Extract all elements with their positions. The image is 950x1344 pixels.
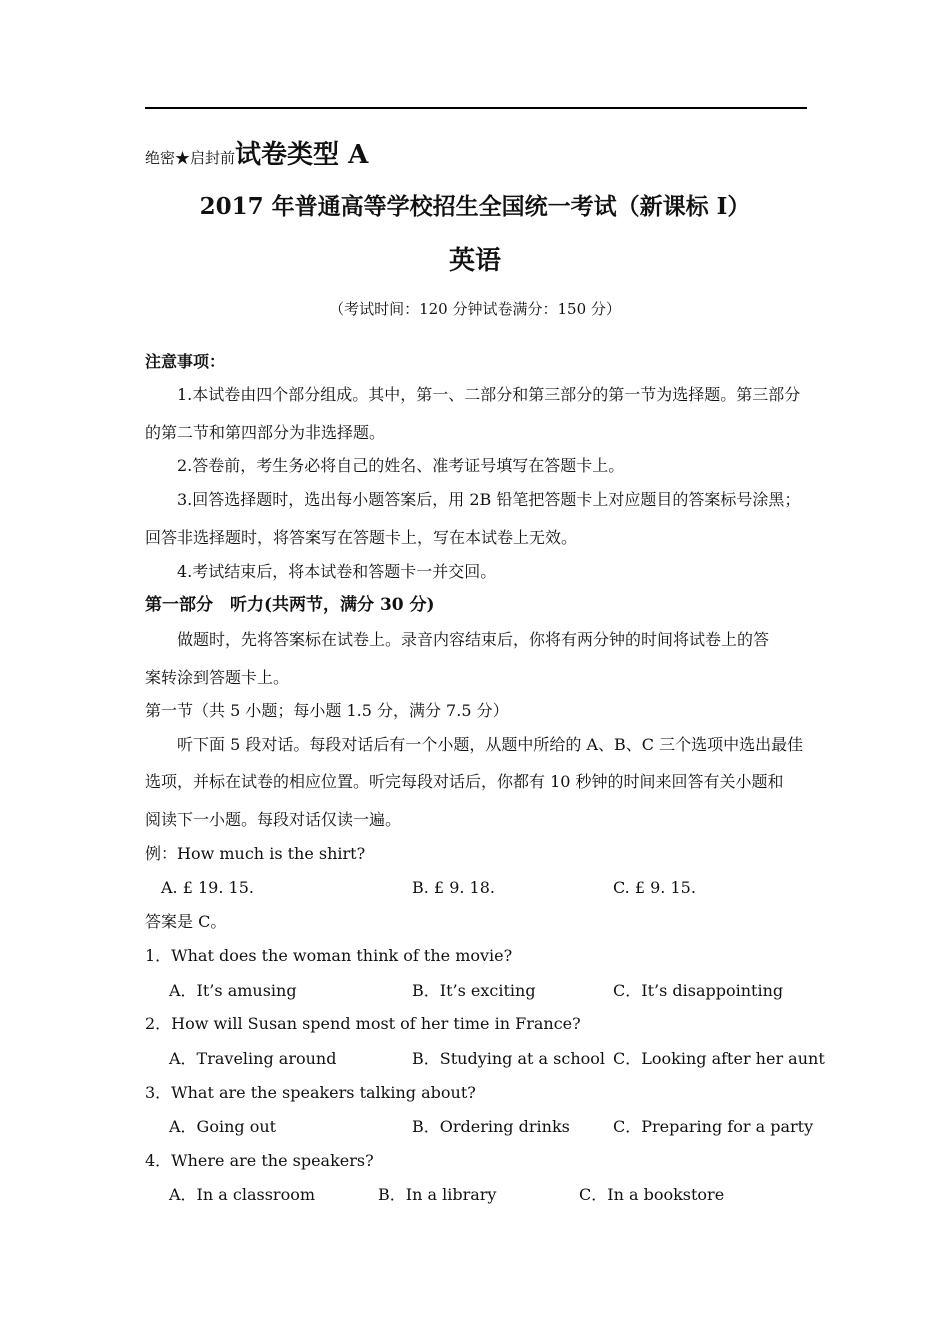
note-line: 1.本试卷由四个部分组成。其中，第一、二部分和第三部分的第一节为选择题。第三部分 [177,385,801,404]
part1-intro-line: 案转涂到答题卡上。 [145,668,290,687]
example-option-b: B. £ 9. 18. [412,878,495,897]
note-line: 3.回答选择题时，选出每小题答案后，用 2B 铅笔把答题卡上对应题目的答案标号涂黑； [177,490,801,509]
exam-info: （考试时间：120 分钟试卷满分：150 分） [329,300,621,318]
subject-title: 英语 [448,246,501,276]
q2-option-b: B．Studying at a school [412,1049,606,1068]
q4-option-b: B．In a library [378,1185,497,1204]
notes-heading: 注意事项： [145,352,226,371]
instruction-line: 听下面 5 段对话。每段对话后有一个小题，从题中所给的 A、B、C 三个选项中选出最佳 [177,735,804,754]
paper-type: 试卷类型 A [235,140,369,170]
q1-option-c: C．It’s disappointing [613,981,784,1000]
question-4: 4．Where are the speakers? [145,1151,374,1170]
example-answer: 答案是 C。 [145,912,227,931]
note-line: 4.考试结束后，将本试卷和答题卡一并交回。 [177,562,497,581]
example-question: 例：How much is the shirt? [145,844,366,863]
instruction-line: 阅读下一小题。每段对话仅读一遍。 [145,810,402,829]
secret-label: 绝密★启封前 [145,149,236,167]
question-3: 3．What are the speakers talking about? [145,1083,476,1102]
note-line: 2.答卷前，考生务必将自己的姓名、准考证号填写在答题卡上。 [177,456,625,475]
q3-option-c: C．Preparing for a party [613,1117,814,1136]
q4-option-c: C．In a bookstore [579,1185,725,1204]
note-line: 的第二节和第四部分为非选择题。 [145,423,386,442]
q1-option-a: A．It’s amusing [169,981,297,1000]
note-line: 回答非选择题时，将答案写在答题卡上，写在本试卷上无效。 [145,528,578,547]
question-2: 2．How will Susan spend most of her time in France? [145,1014,581,1033]
question-1: 1．What does the woman think of the movie? [145,946,513,965]
q3-option-b: B．Ordering drinks [412,1117,570,1136]
part1-heading: 第一部分 听力(共两节，满分 30 分) [145,595,435,615]
instruction-line: 选项，并标在试卷的相应位置。听完每段对话后，你都有 10 秒钟的时间来回答有关小题和 [145,772,784,791]
part1-intro-line: 做题时，先将答案标在试卷上。录音内容结束后，你将有两分钟的时间将试卷上的答 [177,630,770,649]
q1-option-b: B．It’s exciting [412,981,536,1000]
q3-option-a: A．Going out [169,1117,277,1136]
exam-title: 2017 年普通高等学校招生全国统一考试（新课标 I） [199,193,751,220]
q2-option-c: C．Looking after her aunt [613,1049,825,1068]
header-line [145,134,368,171]
top-rule [145,107,807,109]
example-option-c: C. £ 9. 15. [613,878,696,897]
q2-option-a: A．Traveling around [169,1049,337,1068]
section1-heading: 第一节（共 5 小题；每小题 1.5 分，满分 7.5 分） [145,701,509,720]
q4-option-a: A．In a classroom [169,1185,316,1204]
example-option-a: A. £ 19. 15. [161,878,254,897]
